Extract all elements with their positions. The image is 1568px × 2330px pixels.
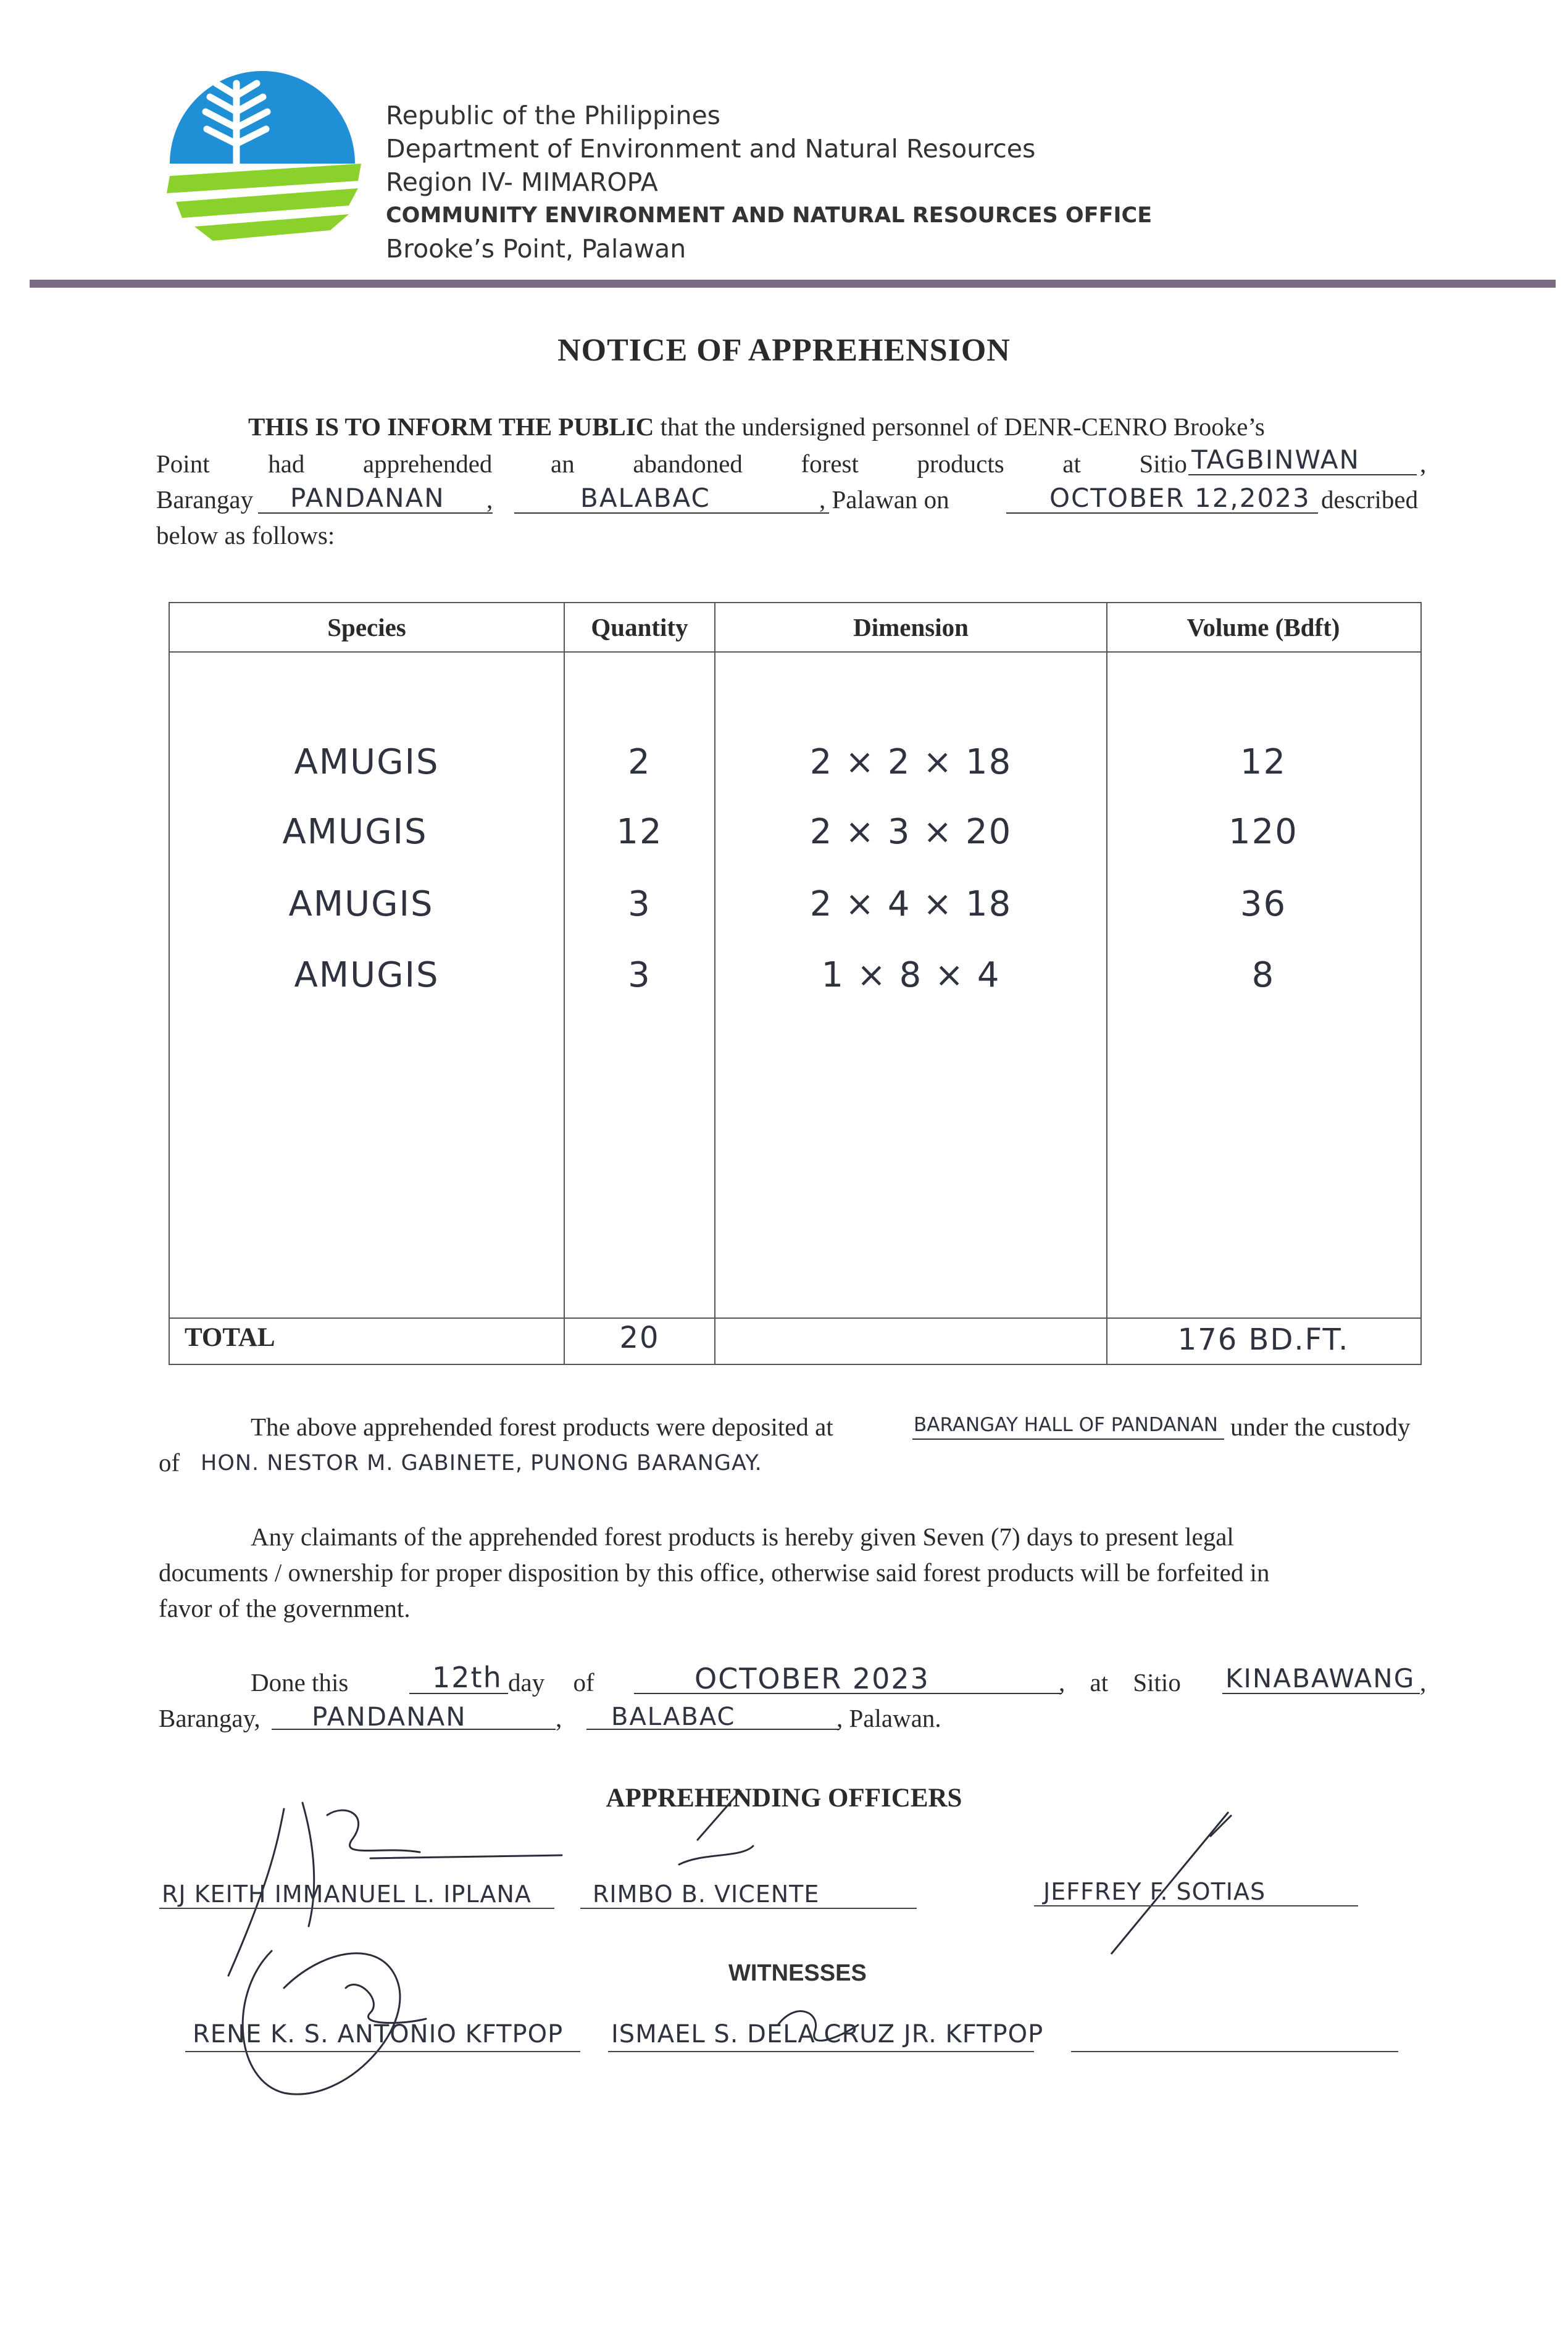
deposit-text2: under the custody: [1230, 1413, 1411, 1441]
word: Sitio: [1139, 449, 1187, 478]
word: apprehended: [362, 449, 493, 478]
deposit-of: of: [159, 1448, 180, 1477]
below-as-follows: below as follows:: [156, 521, 335, 549]
word: Point: [156, 449, 210, 478]
col-header-species: Species: [327, 613, 406, 641]
witness-name: ISMAEL S. DELA CRUZ JR. KFTPOP: [611, 2020, 1044, 2048]
deposit-place-blank: [912, 1439, 1224, 1440]
day-of: day of: [508, 1668, 594, 1697]
claim-line-2: documents / ownership for proper disposition by this office, otherwise said forest products will be forfeited in: [159, 1558, 1270, 1587]
table-cell-quantity: 3: [628, 884, 651, 924]
claim-line-1: Any claimants of the apprehended forest products is hereby given Seven (7) days to present legal: [251, 1522, 1234, 1551]
total-volume: 176 BD.FT.: [1177, 1322, 1349, 1357]
witness-name: RENE K. S. ANTONIO KFTPOP: [193, 2020, 564, 2048]
witnesses-heading: WITNESSES: [728, 1960, 867, 1986]
signatures-scribbles: [161, 1790, 1086, 2111]
denr-logo-icon: [164, 71, 367, 256]
day-value: 12th: [432, 1661, 503, 1694]
officers-heading: APPREHENDING OFFICERS: [606, 1784, 962, 1813]
comma: ,: [556, 1704, 562, 1732]
header-republic: Republic of the Philippines: [386, 101, 721, 130]
barangay-label: Barangay: [156, 485, 254, 514]
table-cell-quantity: 3: [628, 955, 651, 995]
table-cell-dimension: 2 × 4 × 18: [809, 884, 1012, 924]
barangay-value: PANDANAN: [290, 483, 445, 513]
header-divider: [30, 280, 1556, 288]
claim-line-3: favor of the government.: [159, 1594, 411, 1622]
done-sitio-value: KINABAWANG: [1225, 1663, 1416, 1693]
signature-line: [185, 2051, 580, 2052]
comma: ,: [486, 485, 493, 514]
word: forest: [801, 449, 859, 478]
described: described: [1321, 485, 1419, 514]
intro-text1: that the undersigned personnel of DENR-CENRO Brooke’s: [660, 412, 1265, 441]
done-municipality-value: BALABAC: [611, 1703, 736, 1731]
total-divider-line: [170, 1317, 1420, 1319]
done-barangay-value: PANDANAN: [312, 1702, 467, 1732]
deposit-text1: The above apprehended forest products were deposited at: [251, 1413, 833, 1441]
word: products: [917, 449, 1004, 478]
col-header-dimension: Dimension: [853, 613, 969, 641]
document-title: NOTICE OF APPREHENSION: [557, 333, 1011, 368]
signature-line: [1034, 1905, 1358, 1906]
word: had: [268, 449, 305, 478]
table-cell-volume: 8: [1251, 955, 1275, 995]
done-this: Done this: [251, 1668, 349, 1697]
sitio-value: TAGBINWAN: [1191, 445, 1360, 475]
signature-line: [608, 2051, 1034, 2052]
table-cell-dimension: 1 × 8 × 4: [821, 955, 1001, 995]
table-cell-volume: 12: [1240, 742, 1287, 782]
header-text: [386, 99, 1152, 265]
signature-line: [159, 1908, 554, 1909]
table-cell-quantity: 12: [616, 812, 663, 852]
done-barangay-label: Barangay,: [159, 1704, 261, 1732]
table-cell-dimension: 2 × 2 × 18: [809, 742, 1012, 782]
header-office: COMMUNITY ENVIRONMENT AND NATURAL RESOURCES OFFICE: [386, 203, 1153, 228]
total-quantity: 20: [619, 1321, 660, 1355]
deposit-place: BARANGAY HALL OF PANDANAN: [914, 1414, 1218, 1436]
intro-lead: THIS IS TO INFORM THE PUBLIC: [248, 412, 654, 441]
table-cell-species: AMUGIS: [282, 812, 428, 852]
word: an: [551, 449, 575, 478]
table-cell-volume: 36: [1240, 884, 1287, 924]
table-cell-dimension: 2 × 3 × 20: [809, 812, 1012, 852]
custodian: HON. NESTOR M. GABINETE, PUNONG BARANGAY.: [201, 1451, 762, 1476]
palawan-on: , Palawan on: [819, 485, 949, 514]
table-cell-species: AMUGIS: [288, 884, 434, 924]
header-divider-line: [170, 651, 1420, 653]
date-value: OCTOBER 12,2023: [1049, 483, 1311, 513]
at-sitio: , at Sitio: [1059, 1668, 1181, 1697]
month-value: OCTOBER 2023: [694, 1662, 930, 1695]
officer-name: RJ KEITH IMMANUEL L. IPLANA: [162, 1881, 532, 1908]
denr-logo: [164, 71, 367, 256]
officer-name: RIMBO B. VICENTE: [593, 1881, 820, 1908]
col-header-volume: Volume (Bdft): [1186, 613, 1340, 641]
intro-line-1: [248, 409, 1265, 445]
comma: ,: [1420, 1668, 1427, 1697]
table-cell-species: AMUGIS: [294, 742, 440, 782]
intro-line-2: [156, 446, 1187, 482]
comma: ,: [1420, 449, 1427, 478]
table-cell-quantity: 2: [628, 742, 651, 782]
header-department: Department of Environment and Natural Resources: [386, 134, 1036, 164]
word: at: [1062, 449, 1081, 478]
table-cell-volume: 120: [1228, 812, 1298, 852]
signature-line-empty: [1071, 2051, 1398, 2052]
total-label: TOTAL: [185, 1323, 275, 1352]
header-location: Brooke’s Point, Palawan: [386, 234, 686, 264]
header-region: Region IV- MIMAROPA: [386, 167, 658, 197]
col-header-quantity: Quantity: [591, 613, 688, 641]
palawan: , Palawan.: [836, 1704, 941, 1732]
word: abandoned: [633, 449, 743, 478]
municipality-value: BALABAC: [580, 483, 711, 513]
products-table: [169, 602, 1422, 1365]
officer-name: JEFFREY F. SOTIAS: [1043, 1878, 1266, 1905]
signature-line: [580, 1908, 917, 1909]
table-cell-species: AMUGIS: [294, 955, 440, 995]
